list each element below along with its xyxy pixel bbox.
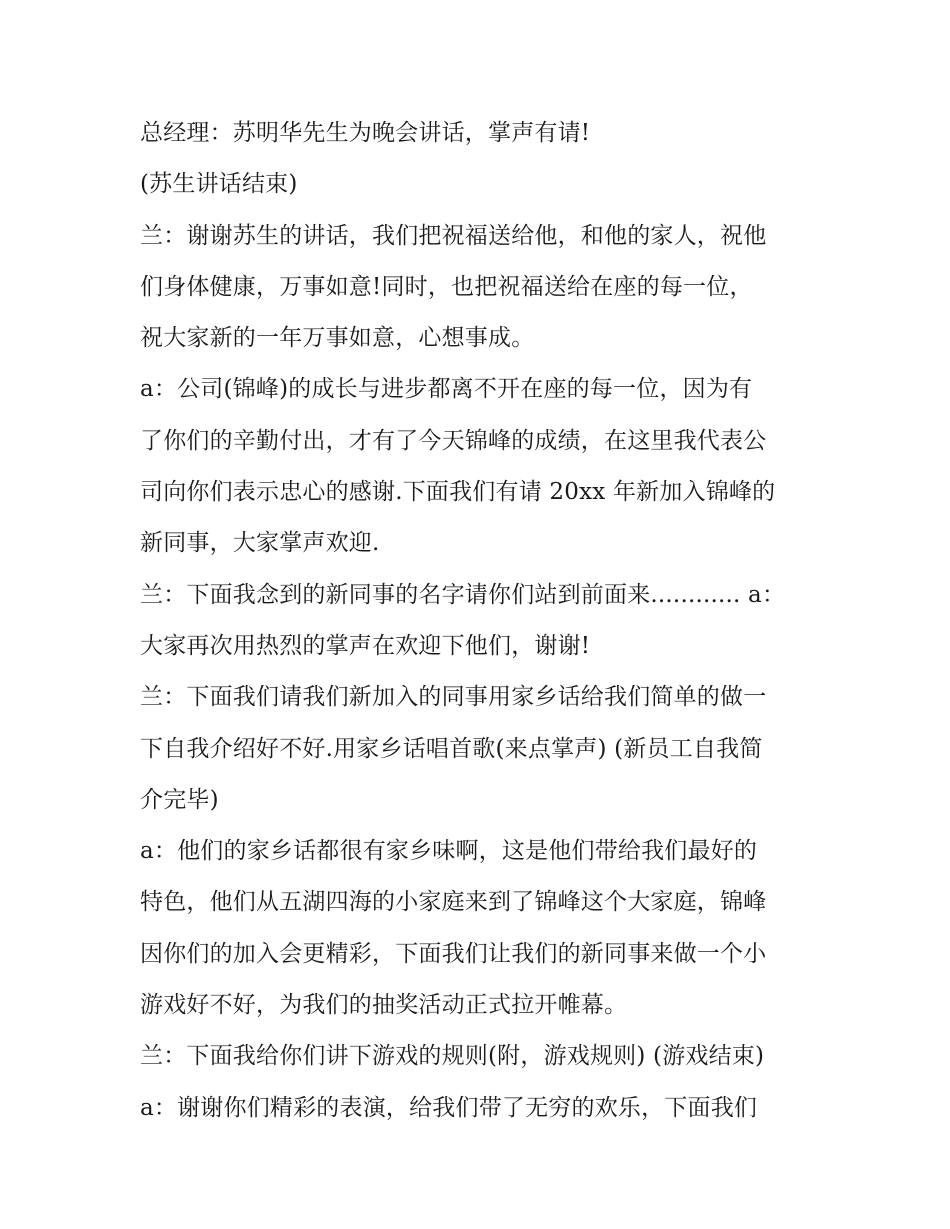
text-line: 兰：谢谢苏生的讲话，我们把祝福送给他，和他的家人，祝他 xyxy=(140,222,767,249)
document-body xyxy=(140,108,820,1134)
text-line: a：谢谢你们精彩的表演，给我们带了无穷的欢乐，下面我们 xyxy=(140,1094,758,1121)
text-line: 游戏好不好，为我们的抽奖活动正式拉开帷幕。 xyxy=(140,992,628,1019)
text-line: 下自我介绍好不好.用家乡话唱首歌(来点掌声) (新员工自我简 xyxy=(140,735,763,762)
text-line: a：公司(锦峰)的成长与进步都离不开在座的每一位，因为有 xyxy=(140,376,753,403)
text-line: 祝大家新的一年万事如意，心想事成。 xyxy=(140,325,535,352)
text-line: 介完毕) xyxy=(140,786,219,813)
text-line: 们身体健康，万事如意!同时，也把祝福送给在座的每一位， xyxy=(140,273,753,300)
text-line: 兰：下面我给你们讲下游戏的规则(附，游戏规则) (游戏结束) xyxy=(140,1043,765,1070)
text-line: 新同事，大家掌声欢迎. xyxy=(140,530,380,557)
text-line: 了你们的辛勤付出，才有了今天锦峰的成绩，在这里我代表公 xyxy=(140,427,767,454)
text-line: 因你们的加入会更精彩，下面我们让我们的新同事来做一个小 xyxy=(140,940,767,967)
text-line: 兰：下面我们请我们新加入的同事用家乡话给我们简单的做一 xyxy=(140,684,767,711)
text-line: 总经理：苏明华先生为晚会讲话，掌声有请! xyxy=(140,120,591,146)
text-line: 兰：下面我念到的新同事的名字请你们站到前面来............ a： xyxy=(140,581,786,608)
text-line: a：他们的家乡话都很有家乡味啊，这是他们带给我们最好的 xyxy=(140,838,758,865)
text-line: (苏生讲话结束) xyxy=(140,171,298,198)
text-line: 司向你们表示忠心的感谢.下面我们有请 20xx 年新加入锦峰的 xyxy=(140,479,776,506)
text-line: 特色，他们从五湖四海的小家庭来到了锦峰这个大家庭，锦峰 xyxy=(140,889,767,916)
text-line: 大家再次用热烈的掌声在欢迎下他们，谢谢! xyxy=(140,632,591,659)
